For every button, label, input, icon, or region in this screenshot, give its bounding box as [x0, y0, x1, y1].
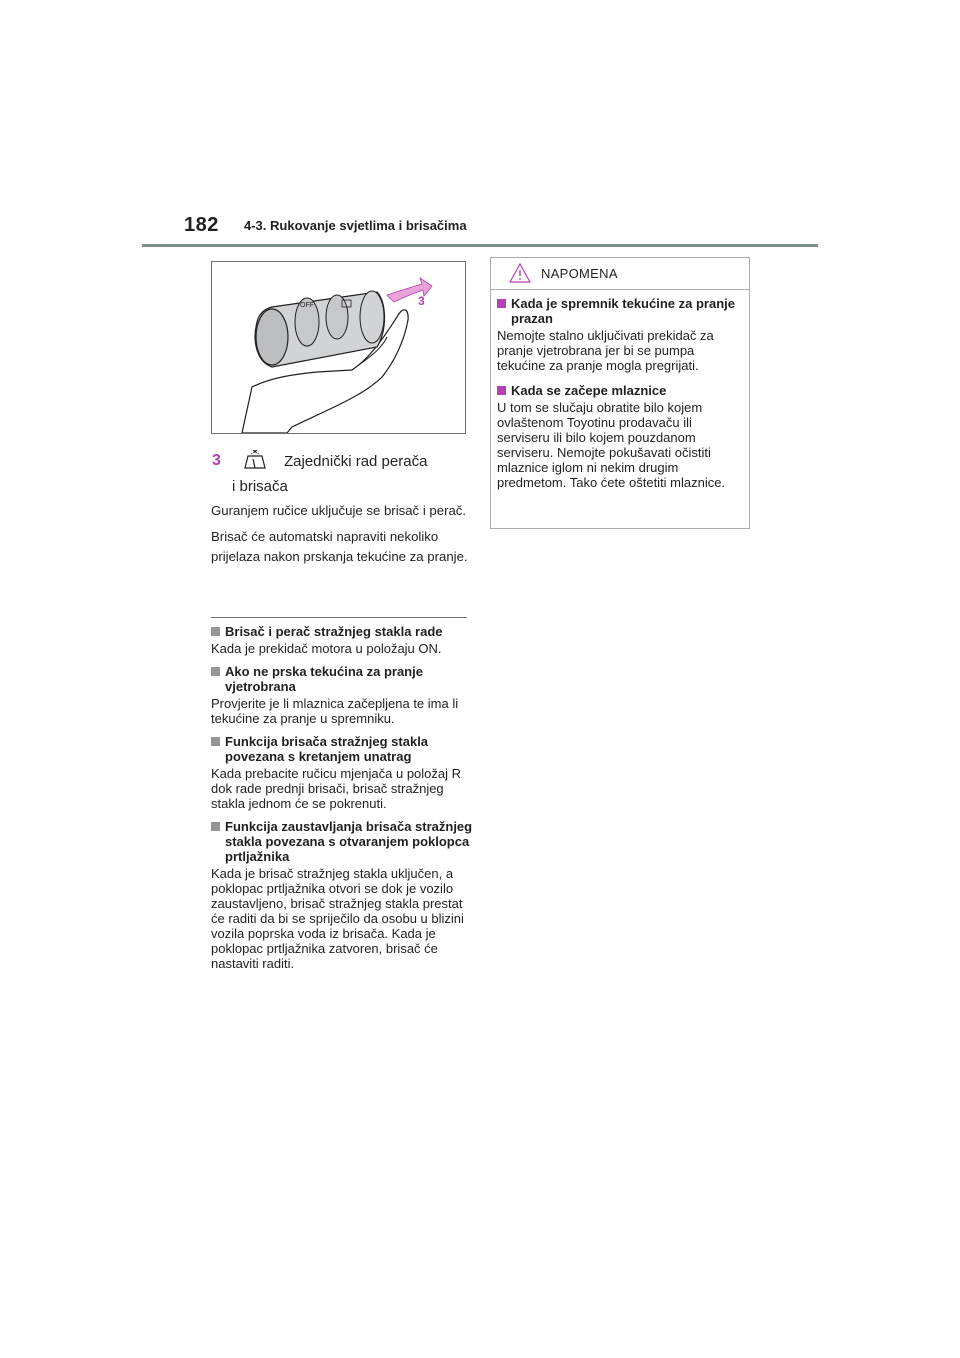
bullet-square-icon	[211, 627, 220, 636]
push-arrow	[387, 278, 432, 302]
section-title: 4-3. Rukovanje svjetlima i brisačima	[244, 218, 467, 233]
note-item	[211, 819, 473, 971]
step-number: 3	[212, 452, 221, 469]
note-item	[211, 624, 473, 656]
notice-heading: Kada se začepe mlaznice	[497, 383, 743, 398]
lever-tip	[360, 291, 384, 343]
bullet-square-icon	[497, 299, 506, 308]
notice-item	[497, 383, 743, 490]
note-heading: Funkcija zaustavljanja brisača stražnjeg stakla povezana s otvaranjem poklopca prtljažnika	[211, 819, 473, 864]
notice-header	[491, 258, 749, 290]
lever-drawing	[212, 262, 465, 433]
notice-text: U tom se slučaju obratite bilo kojem ovlaštenom Toyotinu prodavaču ili serviseru ili bilo kojem pouzdanom serviseru. Nemojte pokušavati očistiti mlaznice iglom ni nekim drugim predmetom. Tako ćete oštetiti mlaznice.	[497, 400, 726, 490]
note-heading: Brisač i perač stražnjeg stakla rade	[211, 624, 473, 639]
notice-title: NAPOMENA	[541, 266, 618, 281]
step-title-continued: i brisača	[232, 478, 288, 495]
note-text: Kada prebacite ručicu mjenjača u položaj R dok rade prednji brisači, brisač stražnjeg stakla jednom će se pokrenuti.	[211, 766, 462, 811]
wiper-lever-illustration	[211, 261, 466, 434]
warning-triangle-icon	[509, 263, 531, 288]
page-number: 182	[184, 214, 219, 236]
bullet-square-icon	[211, 667, 220, 676]
note-item	[211, 734, 473, 811]
notice-item	[497, 296, 743, 373]
step-title: Zajednički rad perača	[284, 452, 428, 470]
note-heading: Ako ne prska tekućina za pranje vjetrobrana	[211, 664, 473, 694]
callout-label: 3	[418, 294, 425, 308]
note-text: Provjerite je li mlaznica začepljena te ima li tekućine za pranje u spremniku.	[211, 696, 459, 726]
note-item	[211, 664, 473, 726]
lever-switch	[326, 295, 348, 339]
step-paragraph: Brisač će automatski napraviti nekoliko prijelaza nakon prskanja tekućine za pranje.	[211, 529, 468, 564]
notice-text: Nemojte stalno uključivati prekidač za pranje vjetrobrana jer bi se pumpa tekućine za pranje mogla pregrijati.	[497, 328, 714, 373]
step-body	[211, 501, 473, 573]
notice-body	[491, 290, 749, 490]
note-text: Kada je brisač stražnjeg stakla uključen, a poklopac prtljažnika otvori se dok je vozilo zaustavljeno, brisač stražnjeg stakla prestat će raditi da bi se spriječilo da osobu u blizini vozila poprska voda iz brisača. Kada je poklopac prtljažnika zatvoren, brisač će nastaviti raditi.	[211, 866, 464, 971]
step-paragraph: Guranjem ručice uključuje se brisač i perač.	[211, 503, 467, 518]
washer-wiper-icon	[242, 450, 268, 472]
step-heading	[212, 450, 427, 472]
bullet-square-icon	[211, 737, 220, 746]
bullet-square-icon	[497, 386, 506, 395]
note-text: Kada je prekidač motora u položaju ON.	[211, 641, 442, 656]
bullet-square-icon	[211, 822, 220, 831]
notice-heading: Kada je spremnik tekućine za pranje prazan	[497, 296, 743, 326]
notice-box	[490, 257, 750, 529]
header-rule	[142, 244, 818, 247]
lever-end-cap	[256, 309, 288, 365]
note-heading: Funkcija brisača stražnjeg stakla povezana s kretanjem unatrag	[211, 734, 473, 764]
section-divider	[211, 617, 467, 618]
lever-marking: OFF	[300, 302, 314, 309]
notes-list	[211, 624, 473, 979]
